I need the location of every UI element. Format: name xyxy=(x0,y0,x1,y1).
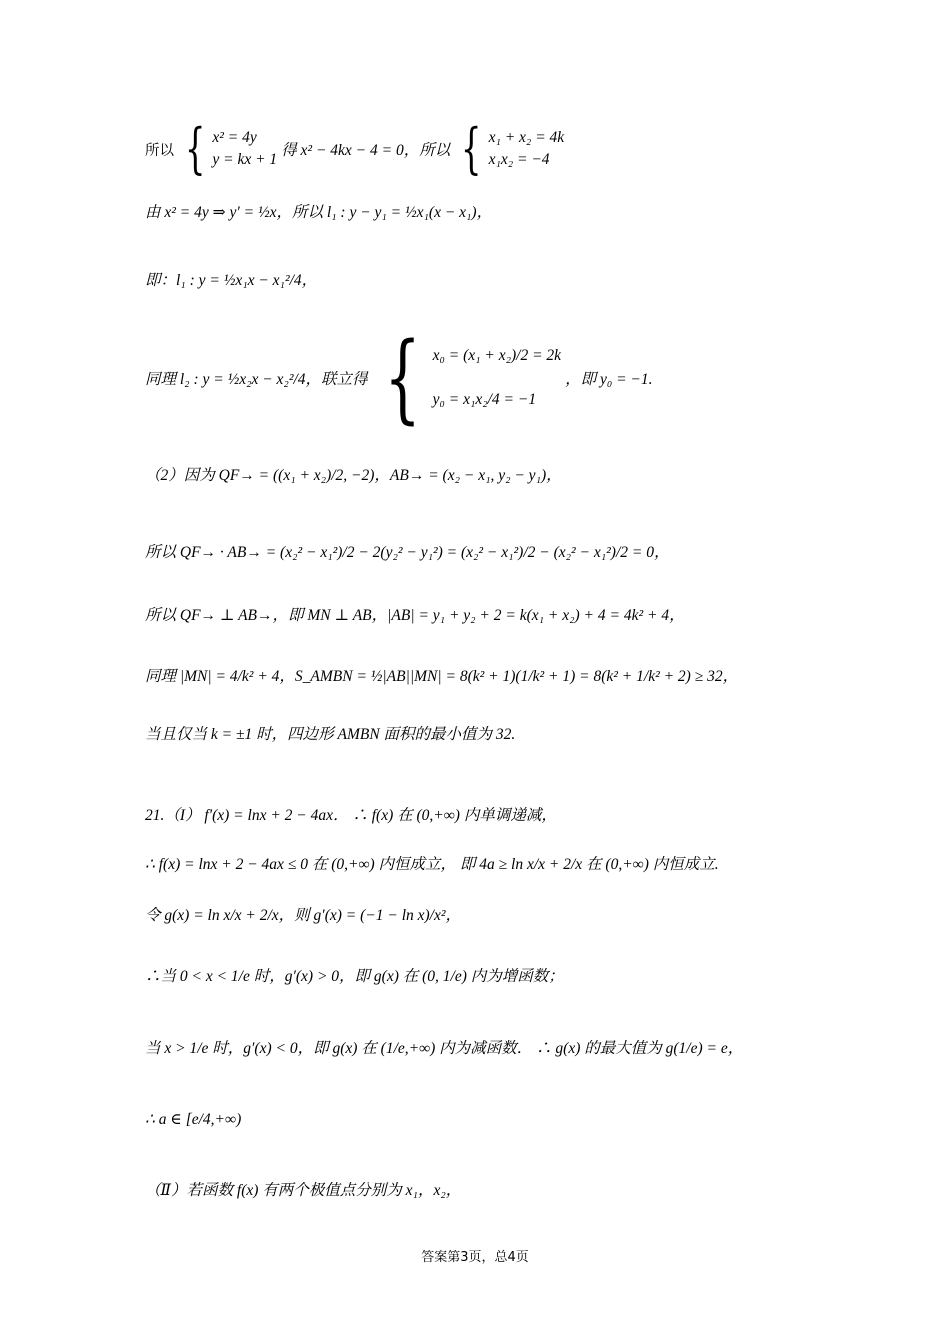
line-system-1 xyxy=(145,117,568,180)
system-row: y = kx + 1 xyxy=(212,151,278,168)
system-row: x₁ + x₂ = 4k xyxy=(488,129,565,146)
line-perpendicular: 所以 QF→ ⊥ AB→，即 MN ⊥ AB，|AB| = y₁ + y₂ + 2 = k(x₁ + x₂) + 4 = 4k² + 4， xyxy=(145,607,685,624)
equation-text: ，即 y₀ = −1. xyxy=(565,371,653,388)
line-area: 同理 |MN| = 4/k² + 4，S_AMBN = ½|AB||MN| = 8(k² + 1)(1/k² + 1) = 8(k² + 1/k² + 2) ≥ 32， xyxy=(145,668,739,685)
line-increasing: ∴当 0 < x < 1/e 时，g′(x) > 0，即 g(x) 在 (0, 1/e) 内为增函数； xyxy=(145,968,564,985)
equation-system: { x² = 4y y = kx + 1 xyxy=(184,117,278,180)
line-dot-product: 所以 QF→ · AB→ = (x₂² − x₁²)/2 − 2(y₂² − y₁²) = (x₂² − x₁²)/2 − (x₂² − x₁²)/2 = 0， xyxy=(145,544,670,561)
line-g-def: 令 g(x) = ln x/x + 2/x，则 g′(x) = (−1 − ln x)/x²， xyxy=(145,907,461,924)
equation-text: 得 x² − 4kx − 4 = 0，所以 xyxy=(281,142,451,159)
line-part2: （Ⅱ）若函数 f(x) 有两个极值点分别为 x₁，x₂， xyxy=(145,1182,462,1199)
line-range-a: ∴ a ∈ [e/4,+∞) xyxy=(145,1111,242,1128)
line-derivative: 由 x² = 4y ⇒ y′ = ½x，所以 l₁ : y − y₁ = ½x₁(x − x₁)， xyxy=(145,204,493,221)
equation-text: 同理 l₂ : y = ½x₂x − x₂²/4，联立得 xyxy=(145,371,368,388)
line-vectors: （2）因为 QF→ = ((x₁ + x₂)/2, −2)，AB→ = (x₂ − x₁, y₂ − y₁)， xyxy=(145,467,562,484)
system-row: y₀ = x₁x₂/4 = −1 xyxy=(432,391,537,408)
line-system-2 xyxy=(145,322,653,434)
system-row: x₀ = (x₁ + x₂)/2 = 2k xyxy=(432,347,562,364)
text-suoyi: 所以 xyxy=(145,142,174,159)
page-footer: 答案第3页，总4页 xyxy=(421,1250,529,1265)
line-tangent-l1: 即：l₁ : y = ½x₁x − x₁²/4， xyxy=(145,272,318,289)
equation-system: { x₀ = (x₁ + x₂)/2 = 2k y₀ = x₁x₂/4 = −1 xyxy=(383,322,562,434)
line-q21-part1: 21.（I） f′(x) = lnx + 2 − 4ax． ∴ f(x) 在 (0,+∞) 内单调递减， xyxy=(145,807,557,824)
line-inequality: ∴ f(x) = lnx + 2 − 4ax ≤ 0 在 (0,+∞) 内恒成立， 即 4a ≥ ln x/x + 2/x 在 (0,+∞) 内恒成立. xyxy=(145,856,719,873)
equation-system: { x₁ + x₂ = 4k x₁x₂ = −4 xyxy=(461,117,565,180)
line-minimum: 当且仅当 k = ±1 时，四边形 AMBN 面积的最小值为 32. xyxy=(145,726,516,743)
line-decreasing: 当 x > 1/e 时，g′(x) < 0，即 g(x) 在 (1/e,+∞) 内为减函数． ∴ g(x) 的最大值为 g(1/e) = e， xyxy=(145,1040,744,1057)
system-row: x² = 4y xyxy=(212,129,257,146)
system-row: x₁x₂ = −4 xyxy=(488,151,550,168)
